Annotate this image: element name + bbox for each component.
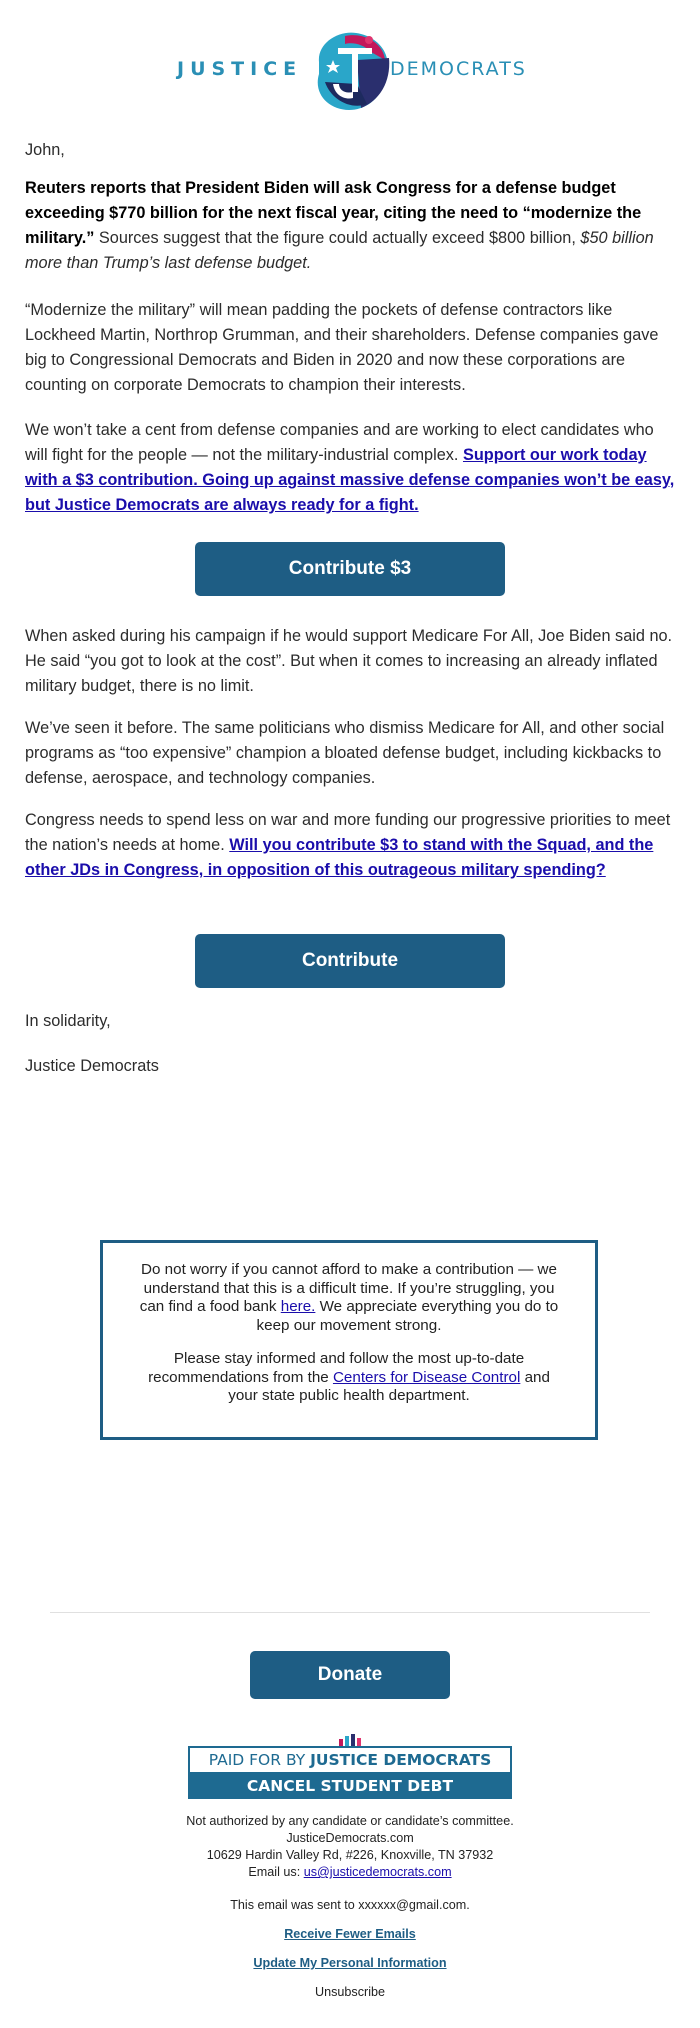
footer-email-label: Email us: (248, 1865, 304, 1879)
contribute-button[interactable]: Contribute (195, 934, 505, 988)
footer-address: 10629 Hardin Valley Rd, #226, Knoxville, TN 37932 (206, 1848, 494, 1862)
footer-line-2: JusticeDemocrats.com (286, 1831, 414, 1845)
stand-with-squad-link[interactable]: Will you contribute $3 to stand with the Squad, and the other JDs in Congress, in opposition of this outrageous military spending? (25, 836, 654, 879)
notice-text-2b: and your state public health department. (228, 1368, 550, 1404)
confetti-icon (336, 1733, 366, 1747)
paid-for-org: JUSTICE DEMOCRATS (310, 1751, 492, 1769)
paragraph-1-italic: $50 billion more than Trump’s last defense budget. (25, 229, 654, 272)
notice-text-2a: Please stay informed and follow the most up-to-date recommendations from the (148, 1350, 525, 1386)
hardship-notice-box (100, 1240, 598, 1440)
donate-button[interactable]: Donate (250, 1651, 450, 1699)
sent-to-line: This email was sent to xxxxxx@gmail.com. (230, 1898, 470, 1912)
support-contribution-link[interactable]: Support our work today with a $3 contribution. Going up against massive defense companies won’t be easy, but Justice Democrats are always ready for a fight. (25, 446, 675, 514)
contribute-3-button[interactable]: Contribute $3 (195, 542, 505, 596)
paragraph-3-text: We won’t take a cent from defense companies and are working to elect candidates who will fight for the people — not the military-industrial complex. (25, 421, 654, 464)
footer-email-line (0, 1864, 700, 1881)
footer-divider (50, 1612, 650, 1613)
receive-fewer-emails (0, 1926, 700, 1943)
paragraph-1-bold: Reuters reports that President Biden will ask Congress for a defense budget exceeding $770 billion for the next fiscal year, citing the need to “modernize the military.” (25, 179, 642, 247)
receive-fewer-emails-link[interactable]: Receive Fewer Emails (284, 1927, 416, 1941)
unsubscribe-link[interactable]: Unsubscribe (315, 1985, 385, 1999)
paragraph-3 (25, 418, 677, 518)
cancel-student-debt-slogan: CANCEL STUDENT DEBT (188, 1774, 512, 1799)
paid-for-prefix: PAID FOR BY (208, 1751, 311, 1769)
footer-line-1: Not authorized by any candidate or candidate’s committee. (186, 1814, 514, 1828)
logo-text-justice: JUSTICE (177, 58, 303, 80)
closing-text: In solidarity, (25, 1012, 111, 1030)
paragraph-1 (25, 176, 677, 276)
paragraph-6-text: Congress needs to spend less on war and more funding our progressive priorities to meet the nation’s needs at home. (25, 811, 671, 854)
justice-democrats-logo[interactable] (311, 30, 393, 112)
signature-text: Justice Democrats (25, 1057, 159, 1075)
paragraph-1-text: Sources suggest that the figure could actually exceed $800 billion, (94, 229, 581, 247)
update-personal-info-link[interactable]: Update My Personal Information (253, 1956, 447, 1970)
greeting-text: John, (25, 141, 65, 159)
logo-text-democrats: DEMOCRATS (390, 58, 527, 80)
paragraph-5 (25, 716, 677, 791)
paragraph-6 (25, 808, 677, 883)
signature (25, 1054, 677, 1079)
cdc-link[interactable]: Centers for Disease Control (332, 1368, 521, 1386)
paragraph-2 (25, 298, 677, 398)
greeting (25, 138, 677, 163)
notice-text-1b: We appreciate everything you do to keep our movement strong. (256, 1298, 559, 1334)
update-info (0, 1955, 700, 1972)
paragraph-5-text: We’ve seen it before. The same politicians who dismiss Medicare for All, and other social programs as “too expensive” champion a bloated defense budget, including kickbacks to defense, aerospace, and technology companies. (25, 719, 665, 787)
closing (25, 1009, 677, 1034)
paragraph-4-text: When asked during his campaign if he would support Medicare For All, Joe Biden said no. He said “you got to look at the cost”. But when it comes to increasing an already inflated military budget, there is no limit. (25, 627, 673, 695)
paragraph-2-text: “Modernize the military” will mean padding the pockets of defense contractors like Lockheed Martin, Northrop Grumman, and their shareholders. Defense companies gave big to Congressional Democrats and Biden in 2020 and now these corporations are counting on corporate Democrats to champion their interests. (25, 301, 659, 394)
notice-text-1a: Do not worry if you cannot afford to make a contribution — we understand that this is a difficult time. If you’re struggling, you can find a food bank (139, 1261, 557, 1315)
paragraph-4 (25, 624, 677, 699)
paid-for-line (188, 1746, 512, 1774)
food-bank-link[interactable]: here. (280, 1298, 316, 1315)
footer-disclaimer (0, 1813, 700, 1881)
paid-for-banner (188, 1746, 512, 1799)
footer-email-link[interactable]: us@justicedemocrats.com (303, 1865, 452, 1879)
